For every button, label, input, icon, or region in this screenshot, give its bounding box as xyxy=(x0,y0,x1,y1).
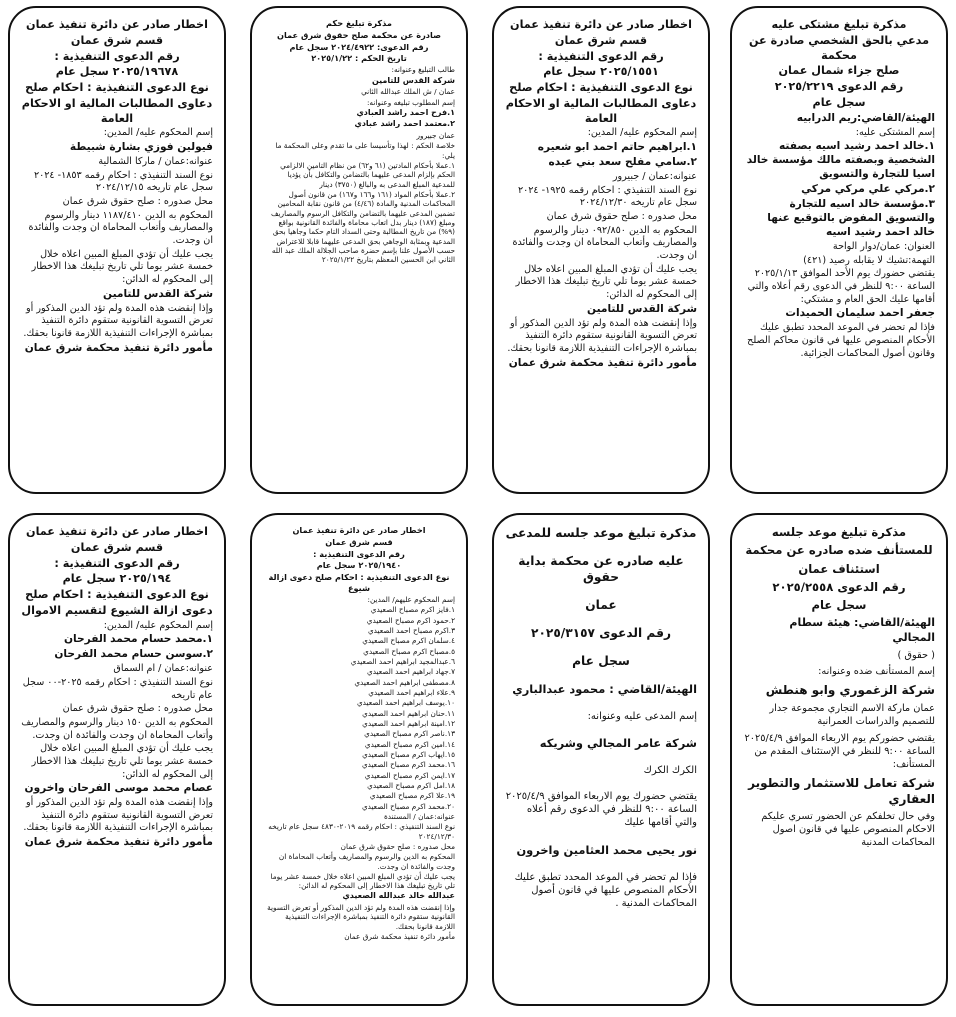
notice-text-line: إسم المستأنف ضده وعنوانه: xyxy=(818,666,935,678)
notice-bold-name: ٢.مركي علي مركي مركي xyxy=(801,183,935,196)
notice-text-line: إسم المحكوم عليه/ المدين: xyxy=(103,127,213,139)
notice-text-line: وفي حال تخلفكم عن الحضور تسري عليكم الاحكام المنصوص عليها في قانون اصول المحاكمات المدنية xyxy=(761,811,935,849)
notice-bold-name: مأمور دائرة تنفيذ محكمة شرق عمان xyxy=(508,356,697,369)
notice-text-line: الكرك الكرك xyxy=(643,764,697,776)
notice-text-line: المحكوم به الدين ١٥٠ دينار والرسوم والمصاريف وأتعاب المحاماة ان وجدت والفائدة ان وجدت. xyxy=(21,716,213,741)
notice-heading-line: استئناف عمان xyxy=(798,561,880,576)
notice-heading-line: دعاوى المطالبات المالية او الاحكام العامة xyxy=(21,96,213,125)
notice-bottom-center-right xyxy=(492,513,710,1006)
notice-text-line: عنوانه:عمان / ام السماق xyxy=(113,663,213,675)
notice-text-line: خلاصة الحكم : لهذا وتأسيسا على ما تقدم وعلى المحكمة ما يلي: xyxy=(275,141,455,160)
notice-bold-name: شركة القدس للتامين xyxy=(371,75,455,85)
notice-bold-name: ٣.مؤسسة خالد اسيه للتجارة والتسويق المفوض بالتوقيع عنها خالد احمد رشيد اسيه xyxy=(767,198,935,239)
notice-heading-line: نوع الدعوى التنفيذية : احكام صلح دعوى ازالة شيوع xyxy=(268,572,450,594)
notice-text-line: العنوان: عمان/دوار الواحة xyxy=(832,241,935,253)
notice-text-line: محل صدوره : صلح حقوق شرق عمان xyxy=(62,196,213,208)
notice-text-line: عمان ماركة الاسم التجاري مجموعة جدار للتصميم والدراسات العمرانية xyxy=(769,703,935,728)
notice-text-line: مأمور دائرة تنفيذ محكمة شرق عمان xyxy=(344,932,455,942)
notice-bold-name: مأمور دائرة تنفيذ محكمة شرق عمان xyxy=(24,341,213,354)
notice-text-line: ٥.مصباح اكرم مصباح الصعيدي xyxy=(363,646,455,656)
notice-heading-line: اخطار صادر عن دائرة تنفيذ عمان xyxy=(510,18,692,31)
notice-text-line: ١٤.امين اكرم مصباح الصعيدي xyxy=(364,739,455,749)
notice-heading-line: مذكرة تبليغ حكم xyxy=(326,18,392,28)
notice-heading-line: عليه صادره عن محكمة بداية حقوق xyxy=(518,554,684,585)
notice-heading-line: رقم الدعوى التنفيذية : xyxy=(54,49,180,63)
notice-heading-line: تاريخ الحكم : ٢٠٢٥/١/٢٢ xyxy=(311,53,407,64)
notice-text-line: يجب عليك أن تؤدي المبلغ المبين اعلاه خلال خمسة عشر يوما تلي تاريخ تبليغك هذا الاخطار إلى المحكوم له الدائن: xyxy=(515,263,697,300)
notice-bold-name: عصام محمد موسى الفرحان واخرون xyxy=(24,782,213,795)
notice-party-name: شركة تعامل للاستثمار والتطوير العقاري xyxy=(748,775,935,806)
notice-heading-line: دعوى ازالة الشيوع لتقسيم الاموال xyxy=(21,603,213,617)
notice-text-line: ٩.علاء ابراهيم احمد الصعيدي xyxy=(368,687,455,697)
notice-text-line: يقتضي حضورك يوم الأحد الموافق ٢٠٢٥/١/١٣ الساعة ٩:٠٠ للنظر في الدعوى رقم أعلاه والتي أقامها عليك الحق العام و مشتكي: xyxy=(747,268,935,305)
notice-heading-line: رقم الدعوى التنفيذية : xyxy=(538,49,664,63)
notice-heading-line: صلح جزاء شمال عمان xyxy=(778,64,900,78)
notice-top-center-left xyxy=(250,6,468,494)
notice-text-line: ١٥.ايهاب اكرم مصباح الصعيدي xyxy=(362,749,455,759)
notice-text-line: عمان جبيرور xyxy=(416,130,455,140)
notice-heading-line: ٢٠٢٥/١٥٥١ سجل عام xyxy=(543,65,659,79)
notice-heading-line: رقم الدعوى ٢٠٢٥/٢٥٥٨ xyxy=(772,579,906,594)
notice-heading-line: نوع الدعوى التنفيذية : احكام صلح xyxy=(25,81,209,95)
notice-bold-name: شركة القدس للتامين xyxy=(587,302,697,315)
notice-heading-line: قسم شرق عمان xyxy=(70,33,164,47)
notice-text-line: وإذا إنقضت هذه المدة ولم تؤد الدين المذكور أو تعرض التسوية القانونية ستقوم دائرة التنفيذ بمباشرة الإجراءات التنفيذية اللازمة قانونا بحقك. xyxy=(23,797,213,834)
notice-text-line: التهمة:تشيك لا يقابله رصيد (٤٢١) xyxy=(803,254,935,266)
notice-text-line: ٦.عبدالمجيد ابراهيم احمد الصعيدي xyxy=(350,656,455,666)
notice-text-line: محل صدوره : صلح حقوق شرق عمان xyxy=(546,211,697,223)
notice-bold-name: الهيئة/القاضي: هيئة سطام المجالي xyxy=(789,616,935,644)
notice-top-center-right xyxy=(492,6,710,494)
notice-bold-name: عبدالله خالد عبدالله الصعيدي xyxy=(342,891,455,901)
notice-heading-line: مذكرة تبليغ موعد جلسه xyxy=(771,525,907,539)
notice-text-line: إسم المحكوم عليه/ المدين: xyxy=(103,619,213,631)
notice-text-line: يقتضي حضوركم يوم الاربعاء الموافق ٢٠٢٥/٤/٩ الساعة ٩:٠٠ للنظر في الإستئناف المقدم من المستأنف: xyxy=(744,733,935,770)
notice-heading-line: عمان xyxy=(585,598,617,613)
notice-text-line: إسم المدعى عليه وعنوانه: xyxy=(587,710,697,722)
notice-bold-name: الهيئة/القاضي : محمود عبدالباري xyxy=(512,681,697,696)
notice-text-line: المحكوم به الدين ١١٨٧/٤١٠ دينار والرسوم والمصاريف وأتعاب المحاماة ان وجدت والفائدة ان وجدت. xyxy=(28,209,213,247)
notice-text-line: ٤.سلمان اكرم مصباح الصعيدي xyxy=(362,636,455,646)
notice-top-left xyxy=(8,6,226,494)
notice-heading-line: ٢٠٢٥/١٩٦٧٨ سجل عام xyxy=(55,65,179,79)
notice-text-line: ٣.اكرم مصباح احمد الصعيدي xyxy=(367,625,455,635)
notice-heading-line: سجل عام xyxy=(572,654,630,669)
notice-text-line: عنوانه:عمان / المستندة xyxy=(383,811,455,821)
notice-heading-line: ٢٠٢٥/١٩٤٠ سجل عام xyxy=(316,560,402,571)
notice-text-line: المحكوم به الدين ٠٩٢/٨٥٠ دينار والرسوم والمصاريف وأتعاب المحاماة ان وجدت والفائدة ان وجدت. xyxy=(512,224,697,261)
notice-bold-name: ٢.سامي مفلح سعد بني عيده xyxy=(548,156,697,169)
notice-text-line: ( حقوق ) xyxy=(897,649,935,661)
notice-bold-name: ١.فرح احمد راشد العبادي xyxy=(356,107,455,117)
notice-text-line: وإذا إنقضت هذه المدة ولم تؤد الدين المذكور أو تعرض التسوية القانونية ستقوم دائرة التنفيذ بمباشرة الإجراءات التنفيذية اللازمة قانونا بحقك. xyxy=(507,317,697,354)
notice-bottom-right xyxy=(730,513,948,1006)
notice-text-line: إسم المحكوم عليهم/ المدين: xyxy=(367,594,455,604)
notice-text-line: يجب عليك أن تؤدي المبلغ المبين اعلاه خلال خمسة عشر يوما تلي تاريخ تبليغك هذا الاخطار إلى المحكوم له الدائن: xyxy=(31,743,213,780)
notice-text-line: ٢.عملا بأحكام المواد (١٦١ و١٦٦ و١٦٧) من قانون أصول المحاكمات المدنية والمادة (٤/٤٦) من قانون نقابة المحامين تضمين المدعى عليهما بالتضامن والتكافل الرسوم والمصاريف ومبلغ (١٨٧) دينار بدل اتعاب محاماة والفائدة القانونية بواقع (٩%) من تاريخ المطالبة وحتى السداد التام حكما وجاهيا بحق المدعية وبمثابة الوجاهي بحق المدعى عليهما قابلا للاعتراض حسب الأصول علنا بإسم حضرة صاحب الجلالة الملك عبد الله الثاني ابن الحسين المعظم بتاريخ ٢٠٢٥/١/٢٢ xyxy=(270,189,455,265)
notice-text-line: محل صدوره : صلح حقوق شرق عمان xyxy=(340,841,455,851)
notice-text-line: نوع السند التنفيذي : احكام رقمه ١٩٢٥- ٢٠٢٤ سجل عام تاريخه ٢٠٢٤/١٢/٣٠ xyxy=(517,184,697,209)
notice-text-line: ١٣.ناصر اكرم مصباح الصعيدي xyxy=(364,729,455,739)
notice-heading-line: ٢٠٢٥/١٩٤ سجل عام xyxy=(62,572,172,586)
notice-text-line: إسم المطلوب تبليغه وعنوانه: xyxy=(366,97,455,107)
notice-bold-name: ١.ابراهيم حاتم احمد ابو شعيره xyxy=(537,141,697,154)
notice-heading-line: قسم شرق عمان xyxy=(325,536,393,547)
notice-text-line: ٢٠.محمد اكرم مصباح الصعيدي xyxy=(361,801,455,811)
notice-text-line: نوع السند التنفيذي : احكام رقمه ٢٠٢٥-٠٠ سجل عام تاريخه xyxy=(22,676,213,701)
notice-bold-name: نور يحيى محمد العثامين واخرون xyxy=(516,842,697,857)
notice-text-line: ١٢.امينة ابراهيم احمد الصعيدي xyxy=(362,718,455,728)
notice-text-line: ١٨.امل اكرم مصباح الصعيدي xyxy=(367,780,455,790)
notice-text-line: ١.فايز اكرم مصباح الصعيدي xyxy=(370,605,455,615)
notice-text-line: إسم المشتكى عليه: xyxy=(855,126,935,138)
notice-heading-line: اخطار صادر عن دائرة تنفيذ عمان xyxy=(26,18,208,31)
notice-text-line: ٢.حمود اكرم مصباح الصعيدي xyxy=(366,615,455,625)
notice-heading-line: سجل عام xyxy=(811,598,867,613)
notice-heading-line: مذكرة تبليغ موعد جلسه للمدعى xyxy=(505,526,697,540)
notice-heading-line: دعاوى المطالبات المالية او الاحكام العامة xyxy=(505,96,697,125)
notice-text-line: عنوانه:عمان / ماركا الشمالية xyxy=(98,156,213,168)
notice-text-line: المحكوم به الدين والرسوم والمصاريف وأتعاب المحاماة ان وجدت والفائدة ان وجدت. xyxy=(278,852,455,871)
notice-top-right xyxy=(730,6,948,494)
notice-heading-line: مدعي بالحق الشخصي صادرة عن محكمة xyxy=(748,33,929,62)
notice-bold-name: ١.محمد حسام محمد الفرحان xyxy=(63,633,213,646)
notice-heading-line: رقم الدعوى: ٢٠٢٤/٤٩٢٢ سجل عام xyxy=(289,41,429,52)
notice-text-line: وإذا إنقضت هذه المدة ولم تؤد الدين المذكور أو تعرض التسوية القانونية ستقوم دائرة التنفيذ بمباشرة الإجراءات التنفيذية اللازمة قانونا بحقك. xyxy=(267,903,455,931)
notice-bold-name: فيولين فوزي بشارة شبيطة xyxy=(69,141,213,154)
notice-text-line: يقتضي حضورك يوم الاربعاء الموافق ٢٠٢٥/٤/٩ الساعة ٩:٠٠ للنظر في الدعوى رقم أعلاه والتي أقامها عليك xyxy=(505,791,697,829)
notice-text-line: وإذا إنقضت هذه المدة ولم تؤد الدين المذكور أو تعرض التسوية القانونية ستقوم دائرة التنفيذ بمباشرة الإجراءات التنفيذية اللازمة قانونا بحقك. xyxy=(23,302,213,339)
notice-heading-line: نوع الدعوى التنفيذية : احكام صلح xyxy=(509,81,693,95)
notice-bold-name: ٢.سوسن حسام محمد الفرحان xyxy=(54,648,213,661)
notice-heading-line: صادرة عن محكمة صلح حقوق شرق عمان xyxy=(277,29,441,40)
notice-text-line: يجب عليك أن تؤدي المبلغ المبين اعلاه خلال خمسة عشر يوما تلي تاريخ تبليغك هذا الاخطار إلى المحكوم له الدائن: xyxy=(270,871,455,891)
notice-bold-name: مأمور دائرة تنفيذ محكمة شرق عمان xyxy=(24,836,213,849)
notice-bold-name: الهيئة/القاضي:ريم الدرابيه xyxy=(796,111,935,124)
notice-bold-name: ٢.معتمد احمد راشد عبادي xyxy=(354,119,455,129)
notice-text-line: يجب عليك أن تؤدي المبلغ المبين اعلاه خلال خمسة عشر يوما تلي تاريخ تبليغك هذا الاخطار إلى المحكوم له الدائن: xyxy=(31,248,213,285)
notice-text-line: نوع السند التنفيذي : احكام رقمه ٢٠١٩-٤٨٣٠ سجل عام تاريخه ٢٠٢٤/١٢/٣٠ xyxy=(268,822,455,841)
notice-heading-line: اخطار صادر عن دائرة تنفيذ عمان xyxy=(292,525,426,535)
notice-text-line: ١١.حنان ابراهيم احمد الصعيدي xyxy=(362,708,455,718)
notice-heading-line: اخطار صادر عن دائرة تنفيذ عمان xyxy=(26,525,208,538)
notice-bold-name: شركة عامر المجالي وشريكه xyxy=(539,735,697,750)
notice-party-name: شركة الزغموري وابو هنطش xyxy=(765,683,935,698)
notice-heading-line: قسم شرق عمان xyxy=(554,33,648,47)
notice-text-line: نوع السند التنفيذي : احكام رقمه ١٨٥٣- ٢٠٢٤ سجل عام تاريخه ٢٠٢٤/١٢/١٥ xyxy=(33,169,213,194)
notice-text-line: فإذا لم تحضر في الموعد المحدد تطبق عليك الأحكام المنصوص عليها في قانون محاكم الصلح وقانون أصول المحاكمات الجزائية. xyxy=(747,322,935,359)
notice-bottom-center-left xyxy=(250,513,468,1006)
notice-heading-line: مذكرة تبليغ مشتكى عليه xyxy=(771,18,907,31)
notice-text-line: محل صدوره : صلح حقوق شرق عمان xyxy=(62,703,213,715)
notice-heading-line: للمستأنف ضده صادره عن محكمة xyxy=(745,543,933,558)
notice-text-line: ١.عملا بأحكام المادتين (٦١ و٦٢) من نظام التامين الالزامي الحكم بإلزام المدعى عليهما بالتضامن والتكافل بأن يؤديا للمدعية المبلغ المدعى به والبالغ (٣٧٥٠) دينار xyxy=(280,160,455,189)
notice-heading-line: سجل عام xyxy=(812,95,866,109)
notice-text-line: عمان / ش الملك عبدالله الثاني xyxy=(361,87,455,97)
notice-heading-line: رقم الدعوى التنفيذية : xyxy=(313,548,405,559)
notice-text-line: فإذا لم تحضر في الموعد المحدد تطبق عليك الأحكام المنصوص عليها في قانون أصول المحاكمات المدنية . xyxy=(514,871,697,910)
notice-heading-line: نوع الدعوى التنفيذية : احكام صلح xyxy=(25,588,209,602)
notice-bottom-left xyxy=(8,513,226,1006)
notice-text-line: ١٧.ايمن اكرم مصباح الصعيدي xyxy=(364,770,455,780)
notice-text-line: ١٠.يوسف ابراهيم احمد الصعيدي xyxy=(356,698,455,708)
notice-heading-line: رقم الدعوى ٢٠٢٥/٣١٥٧ xyxy=(531,626,671,641)
notice-bold-name: جعفر احمد سليمان الحميدات xyxy=(785,307,935,320)
notice-bold-name: شركة القدس للتامين xyxy=(103,287,213,300)
notice-heading-line: رقم الدعوى التنفيذية : xyxy=(54,556,180,570)
notice-text-line: طالب التبليغ وعنوانه: xyxy=(391,65,455,75)
notice-text-line: إسم المحكوم عليه/ المدين: xyxy=(587,127,697,139)
notice-heading-line: رقم الدعوى ٢٠٢٥/٢٢١٩ xyxy=(774,80,904,94)
notice-text-line: ١٩.علا اكرم مصباح الصعيدي xyxy=(369,791,455,801)
notice-bold-name: ١.خالد احمد رشيد اسيه بصفته الشخصية وبصفته مالك مؤسسة خالد اسيا للتجارة والتسويق xyxy=(746,140,935,181)
notice-text-line: عنوانه:عمان / جبيرور xyxy=(612,171,697,183)
notice-text-line: ٧.جهاد ابراهيم احمد الصعيدي xyxy=(367,667,455,677)
notice-heading-line: قسم شرق عمان xyxy=(70,540,164,554)
notice-text-line: ٨.مصطفى ابراهيم احمد الصعيدي xyxy=(354,677,455,687)
notice-text-line: ١٦.محمد اكرم مصباح الصعيدي xyxy=(361,760,455,770)
